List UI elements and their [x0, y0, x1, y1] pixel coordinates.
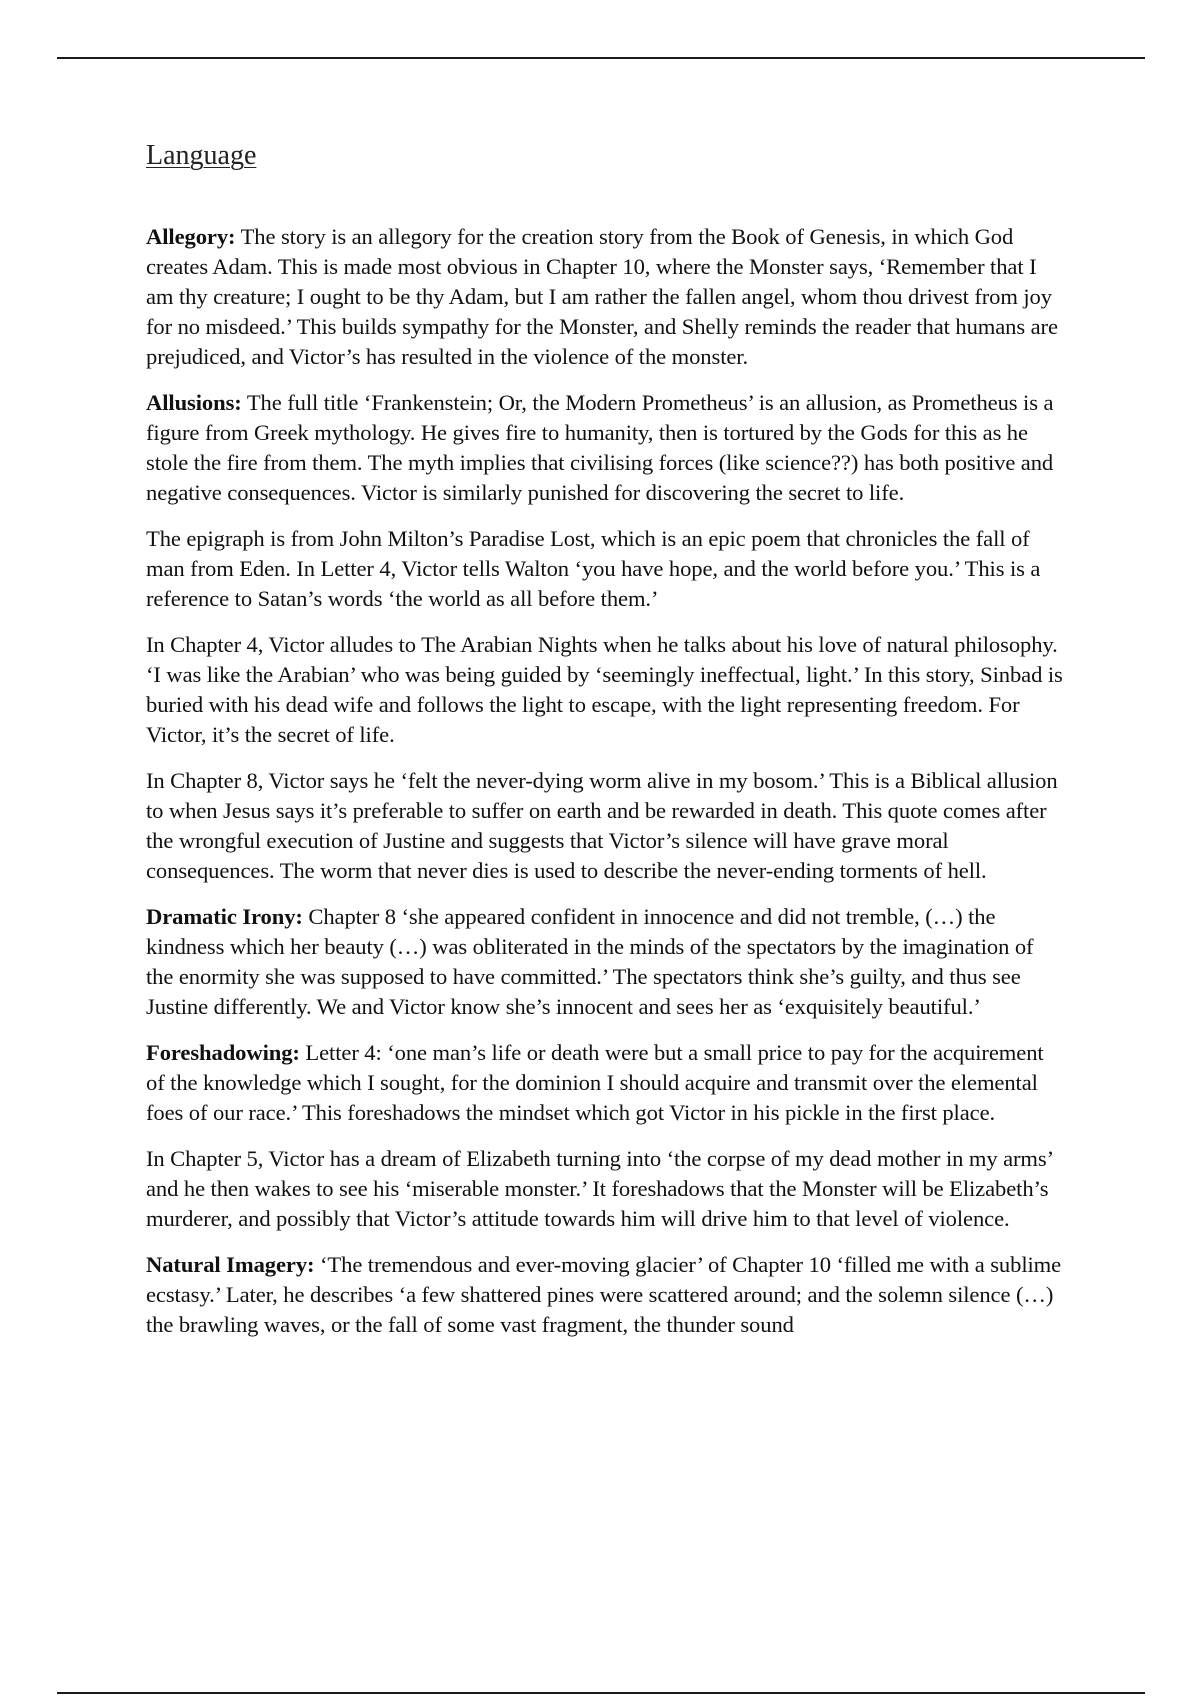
top-rule [57, 57, 1145, 59]
term-label: Natural Imagery: [146, 1252, 315, 1277]
paragraph-foreshadowing [146, 1038, 1066, 1128]
paragraph-allusions [146, 388, 1066, 508]
term-label: Foreshadowing: [146, 1040, 300, 1065]
paragraph-text: In Chapter 5, Victor has a dream of Elizabeth turning into ‘the corpse of my dead mother in my arms’ and he then wakes to see his ‘miserable monster.’ It foreshadows that the Monster will be Elizabeth’s murderer, and possibly that Victor’s attitude towards him will drive him to that level of violence. [146, 1146, 1053, 1231]
term-label: Allegory: [146, 224, 236, 249]
paragraph-text: The full title ‘Frankenstein; Or, the Modern Prometheus’ is an allusion, as Prometheus is a figure from Greek mythology. He gives fire to humanity, then is tortured by the Gods for this as he stole the fire from them. The myth implies that civilising forces (like science??) has both positive and negative consequences. Victor is similarly punished for discovering the secret to life. [146, 390, 1054, 505]
paragraph-elizabeth-dream [146, 1144, 1066, 1234]
paragraph-text: The epigraph is from John Milton’s Paradise Lost, which is an epic poem that chronicles the fall of man from Eden. In Letter 4, Victor tells Walton ‘you have hope, and the world before you.’ This is a reference to Satan’s words ‘the world as all before them.’ [146, 526, 1041, 611]
section-heading: Language [146, 140, 257, 171]
paragraph-allegory [146, 222, 1066, 372]
paragraph-text: ‘The tremendous and ever-moving glacier’ of Chapter 10 ‘filled me with a sublime ecstasy.’ Later, he describes ‘a few shattered pines were scattered around; and the solemn silence (…) the brawling waves, or the fall of some vast fragment, the thunder sound [146, 1252, 1062, 1337]
paragraph-dramatic-irony [146, 902, 1066, 1022]
paragraph-text: In Chapter 8, Victor says he ‘felt the never-dying worm alive in my bosom.’ This is a Biblical allusion to when Jesus says it’s preferable to suffer on earth and be rewarded in death. This quote comes after the wrongful execution of Justine and suggests that Victor’s silence will have grave moral consequences. The worm that never dies is used to describe the never-ending torments of hell. [146, 768, 1058, 883]
bottom-rule [57, 1692, 1145, 1694]
term-label: Dramatic Irony: [146, 904, 303, 929]
paragraph-text: The story is an allegory for the creation story from the Book of Genesis, in which God creates Adam. This is made most obvious in Chapter 10, where the Monster says, ‘Remember that I am thy creature; I ought to be thy Adam, but I am rather the fallen angel, whom thou drivest from joy for no misdeed.’ This builds sympathy for the Monster, and Shelly reminds the reader that humans are prejudiced, and Victor’s has resulted in the violence of the monster. [146, 224, 1058, 369]
paragraph-natural-imagery [146, 1250, 1066, 1340]
paragraph-epigraph [146, 524, 1066, 614]
paragraph-text: In Chapter 4, Victor alludes to The Arabian Nights when he talks about his love of natural philosophy. ‘I was like the Arabian’ who was being guided by ‘seemingly ineffectual, light.’ In this story, Sinbad is buried with his dead wife and follows the light to escape, with the light representing freedom. For Victor, it’s the secret of life. [146, 632, 1063, 747]
paragraph-text: Letter 4: ‘one man’s life or death were but a small price to pay for the acquirement of the knowledge which I sought, for the dominion I should acquire and transmit over the elemental foes of our race.’ This foreshadows the mindset which got Victor in his pickle in the first place. [146, 1040, 1044, 1125]
term-label: Allusions: [146, 390, 242, 415]
page-content [146, 140, 1066, 1356]
paragraph-arabian-nights [146, 630, 1066, 750]
paragraph-biblical-allusion [146, 766, 1066, 886]
paragraph-text: Chapter 8 ‘she appeared confident in innocence and did not tremble, (…) the kindness which her beauty (…) was obliterated in the minds of the spectators by the imagination of the enormity she was supposed to have committed.’ The spectators think she’s guilty, and thus see Justine differently. We and Victor know she’s innocent and sees her as ‘exquisitely beautiful.’ [146, 904, 1034, 1019]
